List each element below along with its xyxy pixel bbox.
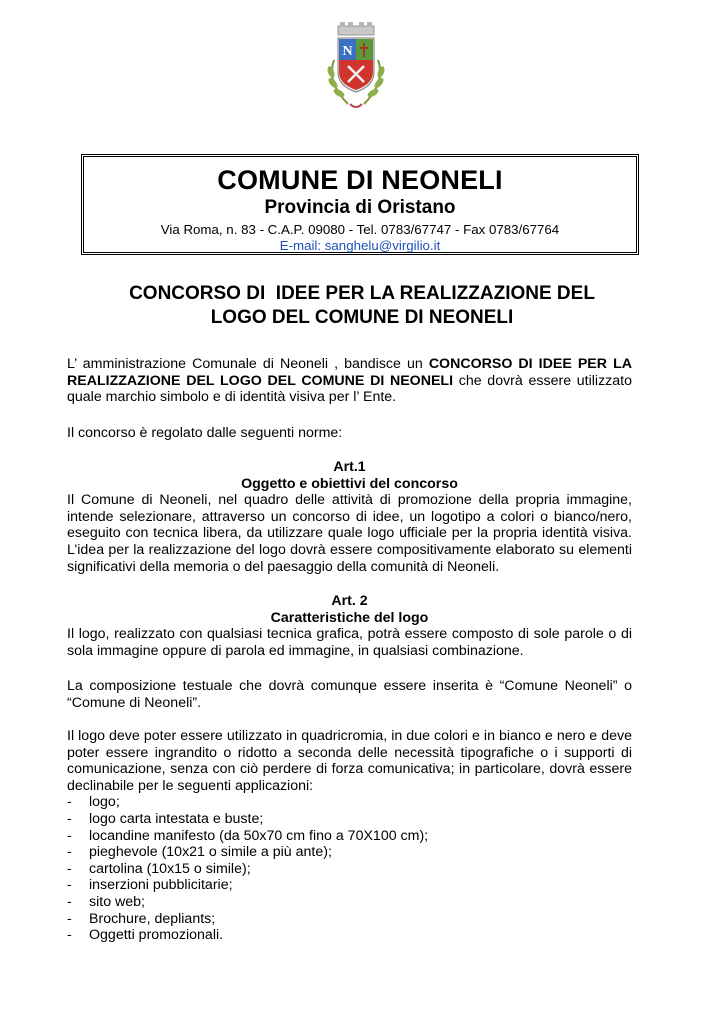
municipality-name: COMUNE DI NEONELI bbox=[217, 165, 503, 195]
list-item: - logo carta intestata e buste; bbox=[67, 811, 632, 828]
document-title-line-1: CONCORSO DI IDEE PER LA REALIZZAZIONE DEL bbox=[129, 283, 595, 304]
intro-paragraph bbox=[67, 356, 632, 406]
article-2-paragraph-2: La composizione testuale che dovrà comunque essere inserita è “Comune Neoneli” o “Comune di Neoneli”. bbox=[67, 678, 632, 711]
list-item: - pieghevole (10x21 o simile a più ante); bbox=[67, 844, 632, 861]
applications-list bbox=[67, 794, 632, 943]
article-2-number: Art. 2 bbox=[331, 593, 368, 609]
svg-text:N: N bbox=[342, 44, 353, 59]
list-item: - inserzioni pubblicitarie; bbox=[67, 877, 632, 894]
list-item: - Oggetti promozionali. bbox=[67, 927, 632, 944]
article-1-text: Il Comune di Neoneli, nel quadro delle attività di promozione della propria immagine, intende selezionare, attraverso un concorso di idee, un logotipo a colori o bianco/nero, eseguito con tecnica libera, da utilizzare quale logo ufficiale per la propria identità visiva. L’idea per la realizzazione del logo dovrà essere compositivamente elaborato su elementi significativi della memoria o del paesaggio della comunità di Neoneli. bbox=[67, 492, 632, 575]
letterhead-box bbox=[81, 154, 639, 255]
article-1 bbox=[67, 459, 632, 575]
list-item: - sito web; bbox=[67, 894, 632, 911]
intro-text-end: che dovrà essere utilizzato quale marchio simbolo e di identità visiva per l’ Ente. bbox=[67, 372, 632, 406]
article-2-paragraph-3 bbox=[67, 728, 632, 944]
rules-intro: Il concorso è regolato dalle seguenti norme: bbox=[67, 425, 343, 441]
article-2-paragraph-1: Il logo, realizzato con qualsiasi tecnica grafica, potrà essere composto di sole parole o di sola immagine oppure di parola ed immagine, in qualsiasi combinazione. bbox=[67, 626, 632, 659]
document-title-line-2: LOGO DEL COMUNE DI NEONELI bbox=[210, 307, 514, 328]
article-2-paragraph-3-text: Il logo deve poter essere utilizzato in quadricromia, in due colori e in bianco e nero e deve poter essere ingrandito o ridotto a seconda delle necessità tipografiche o i supporti di comunicazione, senza con ciò perdere di forza comunicativa; in particolare, dovrà essere declinabile per le seguenti applicazioni: bbox=[67, 728, 632, 794]
document-title bbox=[70, 282, 654, 330]
list-item: - logo; bbox=[67, 794, 632, 811]
article-1-heading: Oggetto e obiettivi del concorso bbox=[241, 475, 458, 492]
contact-address: Via Roma, n. 83 - C.A.P. 09080 - Tel. 0783/67747 - Fax 0783/67764 bbox=[160, 222, 560, 237]
article-1-number: Art.1 bbox=[333, 459, 366, 475]
intro-bold-text: CONCORSO DI IDEE PER LA REALIZZAZIONE DEL LOGO DEL COMUNE DI NEONELI bbox=[67, 356, 632, 389]
municipal-crest-icon bbox=[316, 20, 396, 120]
article-2 bbox=[67, 593, 632, 659]
province-name: Provincia di Oristano bbox=[264, 197, 456, 218]
list-item: - locandine manifesto (da 50x70 cm fino a 70X100 cm); bbox=[67, 828, 632, 845]
contact-email-link[interactable]: E-mail: sanghelu@virgilio.it bbox=[279, 238, 441, 253]
article-2-heading: Caratteristiche del logo bbox=[270, 609, 429, 626]
intro-text-start: L’ amministrazione Comunale di Neoneli , bandisce un bbox=[67, 356, 429, 372]
list-item: - cartolina (10x15 o simile); bbox=[67, 861, 632, 878]
list-item: - Brochure, depliants; bbox=[67, 911, 632, 928]
